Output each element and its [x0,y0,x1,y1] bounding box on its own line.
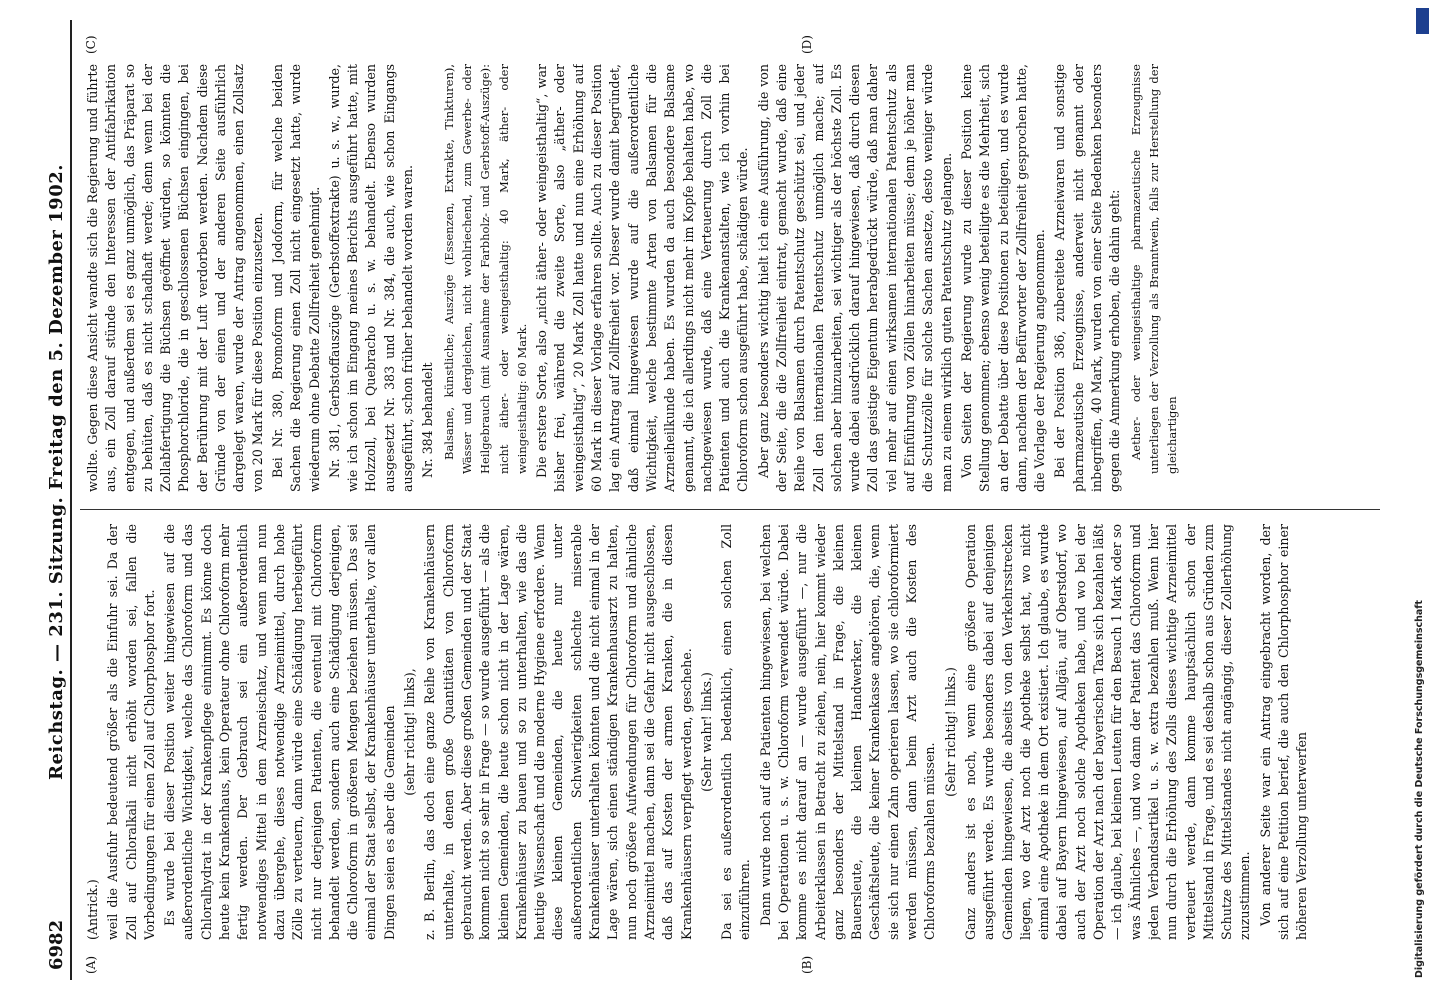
paragraph: Von anderer Seite war ein Antrag eingebracht worden, der sich auf eine Petition berief, die auch den Chlorphosphor einer höheren Verzollung unterwerfen [1257,524,1310,940]
interjection: (sehr richtig! links), [402,668,418,796]
paragraph: Nr. 384 behandelt [420,362,436,478]
paragraph: Bei der Position 386, zubereitete Arzneiwaren und sonstige pharmazeutische Erzeugnisse, anderweit nicht genannt oder inbegriffen, 40 Mark, wurden von einer Seite Bedenken besonders gegen die Anmerkung erhoben, die dahin geht: [1052,64,1123,492]
left-text-column [84,524,1384,940]
paragraph: Aber ganz besonders wichtig hielt ich eine Ausführung, die von der Seite, die die Zollfreiheit eintrat, gemacht wurde, daß eine Reihe von Balsamen durch Patentschutz geschützt sei, und jeder Zoll den internationalen Patentschutz unmöglich mache; auf solchen aber hinzuarbeiten, sei wichtiger als der höchste Zoll. Es wurde dabei ausdrücklich darauf hingewiesen, daß durch diesen Zoll das geistige Eigentum herabgedrückt würde, daß man daher viel mehr auf einen wirksamen internationalen Patentschutz als auf Einführung von Zöllen hinarbeiten müsse; denn je höher man die Schutzzölle für solche Sachen ansetze, desto weniger würde man zu einem wirklich guten Patentschutz gelangen. [755,64,954,492]
tariff-item: Balsame, künstliche; Auszüge (Essenzen, Extrakte, Tinkturen), Wässer und dergleichen, nicht wohlriechend, zum Gewerbe- oder Heilgebrauch (mit Ausnahme der Farbholz- und Gerbstoff-Auszüge): nicht äther- oder weingeisthaltig: 40 Mark, äther- oder weingeisthaltig: 60 Mark. [441,64,529,474]
margin-marker-b: (B) [800,955,814,974]
interjection: (Sehr wahr! links.) [698,672,714,792]
paragraph: wollte. Gegen diese Ansicht wandte sich die Regierung und führte aus, ein Zoll darauf stünde den Interessen der Antifabrikation entgegen, und außerdem sei es ganz unmöglich, das Präparat so zu behüten, daß es nicht schadhaft werde; denn wenn bei der Zollabfertigung die Büchsen geöffnet würden, so könnten die Phosphorchloride, die in geschlossenen Büchsen eingingen, bei der Berührung mit der Luft verdorben werden. Nachdem diese Gründe von der einen und der anderen Seite ausführlich dargelegt waren, wurde der Antrag angenommen, einen Zollsatz von 20 Mark für diese Position einzusetzen. [85,64,265,492]
digitization-credit [1412,8,1432,992]
page-header [40,20,72,980]
paragraph: Es wurde bei dieser Position weiter hingewiesen auf die außerordentliche Wichtigkeit, welche das Chloroform und das Chloralhydrat in der Krankenpflege einnimmt. Es könne doch heute kein Krankenhaus, kein Operateur ohne Chloroform mehr fertig werden. Der Gebrauch sei ein außerordentlich notwendiges Mittel in dem Arzneischatz, und wenn man nun dazu übergehe, dieses notwendige Arzneimittel, durch hohe Zölle zu verteuern, dann würde eine Schädigung herbeigeführt nicht nur derjenigen Patienten, die eventuell mit Chloroform behandelt werden, sondern auch eine Schädigung derjenigen, die Chloroform in größeren Mengen beziehen müssen. Das sei einmal der Staat selbst, der Krankenhäuser unterhalte, vor allen Dingen seien es aber die Gemeinden [162,524,397,940]
paragraph: z. B. Berlin, das doch eine ganze Reihe von Krankenhäusern unterhalte, in denen große Quantitäten von Chloroform gebraucht werden. Aber diese großen Gemeinden und der Staat kommen nicht so sehr in Frage — so wurde ausgeführt — als die kleinen Gemeinden, die heute schon nicht in der Lage wären, Krankenhäuser zu bauen und so zu unterhalten, wie das die heutige Wissenschaft und die moderne Hygiene erfordere. Wenn diese kleinen Gemeinden, die heute nur unter außerordentlichen Schwierigkeiten schlechte miserable Krankenhäuser unterhalten könnten und die nicht einmal in der Lage wären, sich einen ständigen Krankenhausarzt zu halten, nun noch größere Aufwendungen für Chloroform und ähnliche Arzneimittel machen, dann sei die Gefahr nicht ausgeschlossen, daß das auf Kosten der armen Kranken, die in diesen Krankenhäusern verpflegt werden, geschehe. [422,524,694,940]
paragraph: Die erstere Sorte, also „nicht äther- oder weingeisthaltig“, war bisher frei, während die zweite Sorte, also „äther- oder weingeisthaltig“, 20 Mark Zoll hatte und nun eine Erhöhung auf 60 Mark in dieser Vorlage erfahren sollte. Auch zu dieser Position lag ein Antrag auf Zollfreiheit vor. Dieser wurde damit begründet, daß einmal hingewiesen wurde auf die außerordentliche Wichtigkeit, welche bestimmte Arten von Balsamen für die Arzneiheilkunde haben. Es wurden da auch besondere Balsame genannt, die ich allerdings nicht mehr im Kopfe behalten habe, wo nachgewiesen wurde, daß eine Verteuerung durch Zoll die Patienten und auch die Krankenanstalten, wie ich vorhin bei Chloroform schon ausgeführt habe, schädigen würde. [534,64,751,492]
paragraph: weil die Ausfuhr bedeutend größer als die Einfuhr sei. Da der Zoll auf Chloralkali nicht erhöht worden sei, fallen die Vorbedingungen für einen Zoll auf Chlorphosphor fort. [105,524,157,940]
credit-text: Digitalisierung gefördert durch die Deutsche Forschungsgemeinschaft [1414,600,1425,978]
margin-marker-c: (C) [84,35,98,54]
column-divider [80,509,1380,510]
margin-marker-a: (A) [84,955,98,974]
paragraph: Von Seiten der Regierung wurde zu dieser Position keine Stellung genommen; ebenso wenig beteiligte es die Mehrheit, sich an der Debatte über diese Positionen zu beteiligen, und es wurde dann, nachdem der Befürworter der Zollfreiheit gesprochen hatte, die Vorlage der Regierung angenommen. [958,64,1048,492]
speaker-name: (Antrick.) [85,879,100,940]
paragraph: Nr. 381, Gerbstoffauszüge (Gerbstoffextrakte) u. s. w., wurde, wie ich schon im Eingang meines Berichts ausgeführt hatte, mit Holzzoll, bei Quebracho u. s. w. behandelt. Ebenso wurden ausgesetzt Nr. 383 und Nr. 384, die auch, wie schon Eingangs ausgeführt, schon früher behandelt worden waren. [326,64,416,492]
margin-marker-d: (D) [800,35,814,54]
right-text-column [84,64,1384,492]
rotated-page-content [40,20,1400,980]
paragraph: Da sei es außerordentlich bedenklich, einen solchen Zoll einzuführen. [719,524,753,940]
page-title: Reichstag. — 231. Sitzung. Freitag den 5. Dezember 1902. [46,163,67,780]
paragraph: Bei Nr. 380, Bromoform und Jodoform, für welche beiden Sachen die Regierung einen Zoll nicht eingesetzt hatte, wurde wiederum ohne Debatte Zollfreiheit genehmigt. [269,64,322,492]
paragraph: Dann wurde noch auf die Patienten hingewiesen, bei welchen bei Operationen u. s. w. Chloroform verwendet würde. Dabei komme es nicht darauf an — wurde ausgeführt —, nur die Arbeiterklassen in Betracht zu ziehen, nein, hier kommt wieder ganz besonders der Mittelstand in Frage, die kleinen Bauersleute, die kleinen Handwerker, die kleinen Geschäftsleute, die keiner Krankenkasse angehören, die, wenn sie sich nur einen Zahn operieren lassen, wo sie chloroformiert werden müssen, dann beim Arzt auch die Kosten des Chloroforms bezahlen müssen. [757,524,938,940]
newspaper-page [40,20,1400,980]
interjection: (Sehr richtig! links.) [942,667,958,797]
page-number: 6982 [46,919,67,970]
paragraph: Ganz anders ist es noch, wenn eine größere Operation ausgeführt werde. Es wurde besonders dabei auf denjenigen Gemeinden hingewiesen, die abseits von den Verkehrsstrecken liegen, wo der Arzt noch die Apotheke selbst hat, wo nicht einmal eine Apotheke in dem Ort existiert. Ich glaube, es wurde dabei auf Bayern hingewiesen, auf Allgäu, auf Oberstdorf, wo auch der Arzt noch solche Apotheken habe, und wo bei der Operation der Arzt nach der bayerischen Taxe sich bezahlen läßt — ich glaube, bei kleinen Leuten für den Besuch 1 Mark oder so was Ähnliches —, und wo dann der Patient das Chloroform und jeden Verbandsartikel u. s. w. extra bezahlen muß. Wenn hier nun durch die Erhöhung des Zolls dieses wichtige Arzneimittel verteuert werde, dann komme hauptsächlich schon der Mittelstand in Frage, und es sei deshalb schon aus Gründen zum Schutze des Mittelstandes nicht angängig, dieser Zollerhöhung zuzustimmen. [962,524,1253,940]
tariff-note: Aether- oder weingeisthaltige pharmazeutische Erzeugnisse unterliegen der Verzollung als Branntwein, falls zur Herstellung der gleichartigen [1128,64,1180,474]
